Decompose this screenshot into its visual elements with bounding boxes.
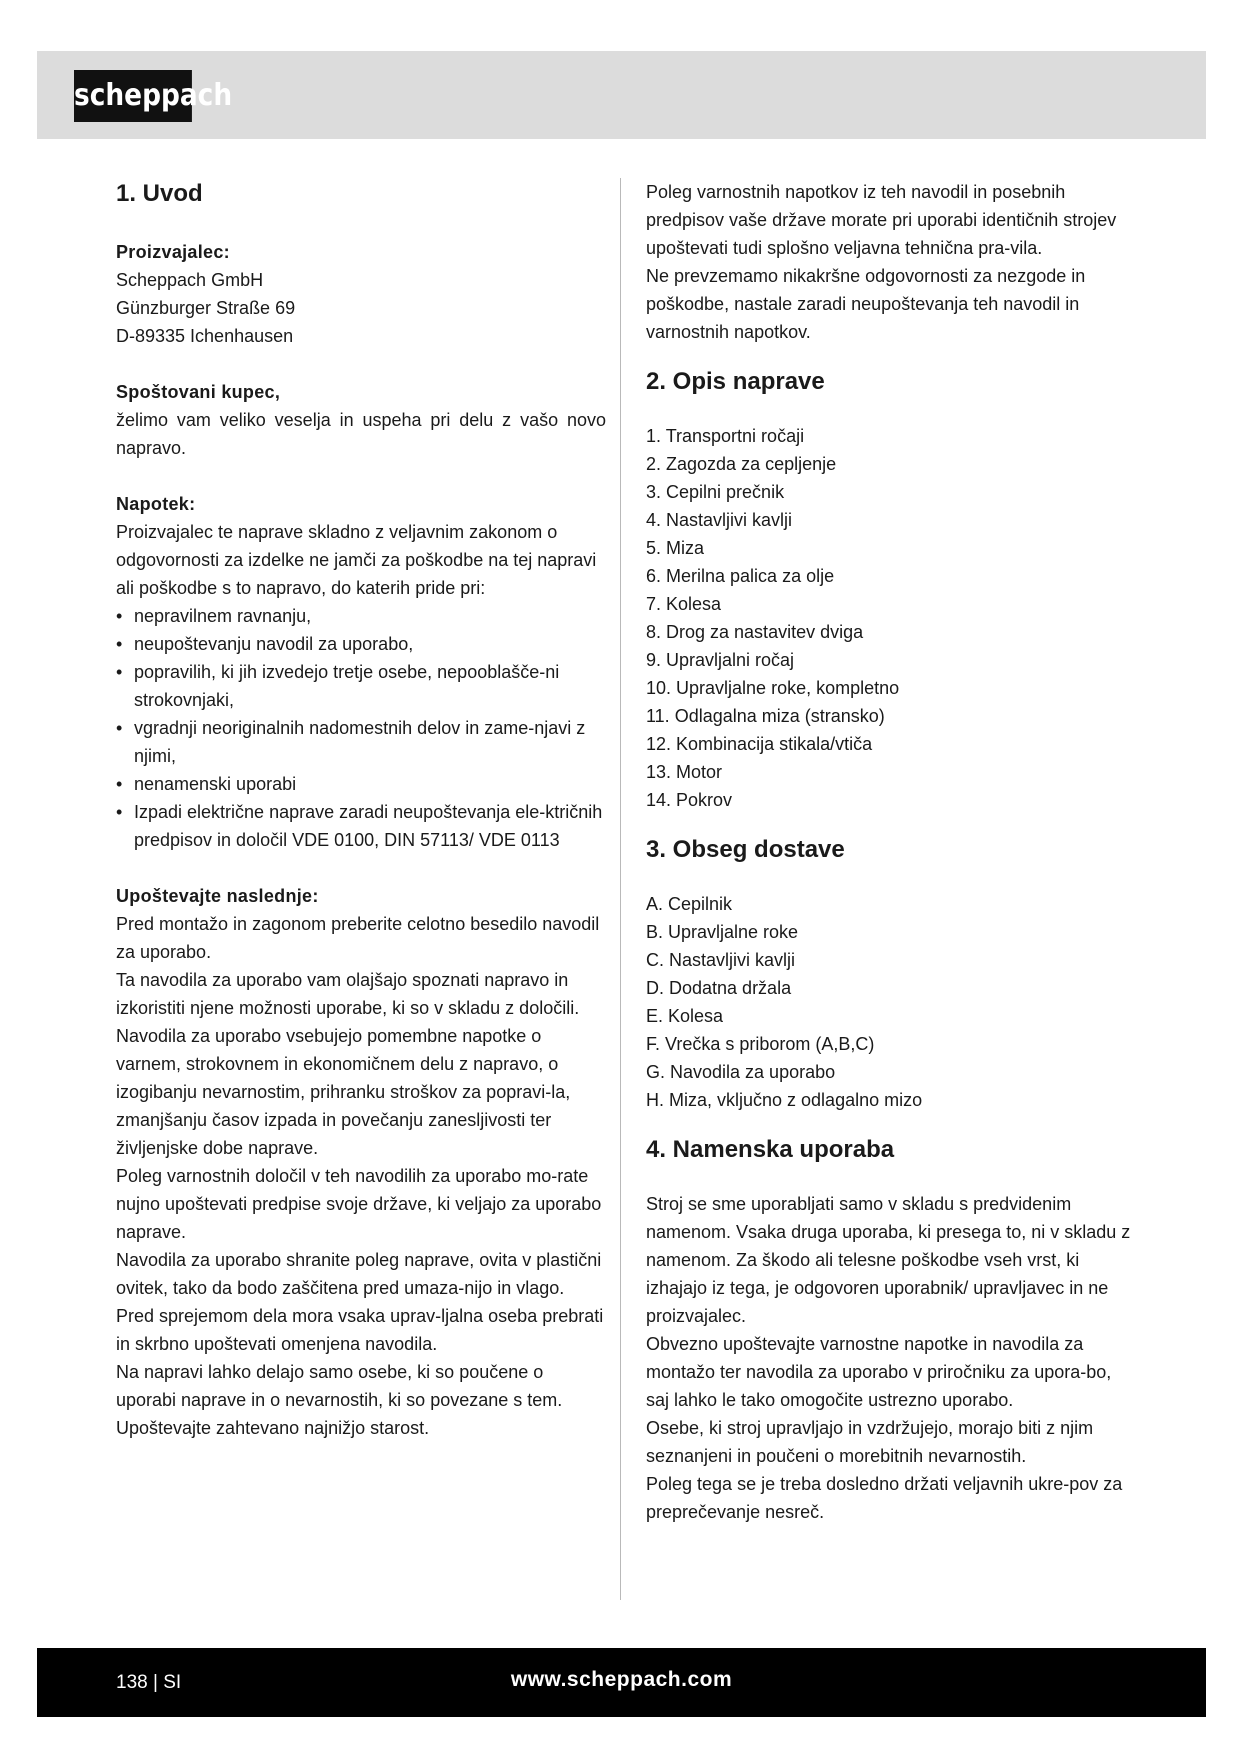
section-4-heading: 4. Namenska uporaba xyxy=(646,1136,895,1163)
delivery-item: B. Upravljalne roke xyxy=(646,922,799,942)
usage-paragraph: Stroj se sme uporabljati samo v skladu s predvidenim namenom. Vsaka druga uporaba, ki presega to, ni v skladu z namenom. Za škodo ali telesne poškodbe vseh vrst, ki izhajajo iz tega, je odgovoren uporabnik/ upravljavec in ne proizvajalec. xyxy=(646,1194,1131,1326)
usage-paragraph: Poleg tega se je treba dosledno držati veljavnih ukre-pov za preprečevanje nesreč. xyxy=(646,1474,1123,1522)
device-part-item: 11. Odlagalna miza (stransko) xyxy=(646,706,885,726)
observe-label: Upoštevajte naslednje: xyxy=(116,886,319,906)
delivery-item: D. Dodatna držala xyxy=(646,978,792,998)
observe-paragraph: Na napravi lahko delajo samo osebe, ki so poučene o uporabi naprave in o nevarnostih, ki so povezane s tem. Upoštevajte zahtevano najnižjo starost. xyxy=(116,1362,563,1438)
observe-paragraph: Navodila za uporabo vsebujejo pomembne napotke o varnem, strokovnem in ekonomičnem delu z napravo, o izogibanju nevarnostim, prihranku stroškov za popravi-la, zmanjšanju časov izpada in povečanju zanesljivosti ter življenjske dobe naprave. xyxy=(116,1026,571,1158)
device-part-item: 6. Merilna palica za olje xyxy=(646,566,835,586)
note-bullet: • popravilih, ki jih izvedejo tretje osebe, nepooblašče-ni strokovnjaki, xyxy=(116,658,606,714)
device-part-item: 4. Nastavljivi kavlji xyxy=(646,510,793,530)
device-part-item: 14. Pokrov xyxy=(646,790,733,810)
right-column xyxy=(646,178,1132,1526)
section-3-heading: 3. Obseg dostave xyxy=(646,836,845,863)
greeting-label: Spoštovani kupec, xyxy=(116,382,281,402)
note-bullet: • vgradnji neoriginalnih nadomestnih delov in zame-njavi z njimi, xyxy=(116,714,606,770)
note-label: Napotek: xyxy=(116,494,196,514)
manufacturer-line: D-89335 Ichenhausen xyxy=(116,326,294,346)
manufacturer-label: Proizvajalec: xyxy=(116,242,230,262)
left-column xyxy=(116,178,606,1442)
observe-paragraph: Ta navodila za uporabo vam olajšajo spoznati napravo in izkoristiti njene možnosti uporabe, ki so v skladu z določili. xyxy=(116,970,580,1018)
section-2-heading: 2. Opis naprave xyxy=(646,368,825,395)
device-part-item: 13. Motor xyxy=(646,762,723,782)
intro-paragraph: Ne prevzemamo nikakršne odgovornosti za nezgode in poškodbe, nastale zaradi neupoštevanja teh navodil in varnostnih napotkov. xyxy=(646,266,1086,342)
device-part-item: 12. Kombinacija stikala/vtiča xyxy=(646,734,873,754)
note-text: Proizvajalec te naprave skladno z veljavnim zakonom o odgovornosti za izdelke ne jamči za poškodbe na tej napravi ali poškodbe s to napravo, do katerih pride pri: xyxy=(116,522,597,598)
note-bullet: • Izpadi električne naprave zaradi neupoštevanja ele-ktričnih predpisov in določil VDE 0100, DIN 57113/ VDE 0113 xyxy=(116,798,606,854)
section-1-heading: 1. Uvod xyxy=(116,180,203,207)
delivery-item: A. Cepilnik xyxy=(646,894,733,914)
delivery-item: E. Kolesa xyxy=(646,1006,724,1026)
device-part-item: 8. Drog za nastavitev dviga xyxy=(646,622,864,642)
device-part-item: 1. Transportni ročaji xyxy=(646,426,805,446)
device-part-item: 3. Cepilni prečnik xyxy=(646,482,785,502)
device-part-item: 10. Upravljalne roke, kompletno xyxy=(646,678,900,698)
website-link[interactable]: www.scheppach.com xyxy=(510,1668,733,1691)
greeting-text: želimo vam veliko veselja in uspeha pri delu z vašo novo napravo. xyxy=(116,410,606,458)
device-part-item: 2. Zagozda za cepljenje xyxy=(646,454,837,474)
manufacturer-line: Scheppach GmbH xyxy=(116,270,264,290)
delivery-item: F. Vrečka s priborom (A,B,C) xyxy=(646,1034,875,1054)
device-part-item: 9. Upravljalni ročaj xyxy=(646,650,795,670)
page-footer xyxy=(37,1648,1206,1717)
usage-paragraph: Obvezno upoštevajte varnostne napotke in navodila za montažo ter navodila za uporabo v priročniku za upora-bo, saj lahko le tako omogočite ustrezno uporabo. xyxy=(646,1334,1112,1410)
observe-paragraph: Navodila za uporabo shranite poleg naprave, ovita v plastični ovitek, tako da bodo zaščitena pred umaza-nijo in vlago. Pred sprejemom dela mora vsaka uprav-ljalna oseba prebrati in skrbno upoštevati omenjena navodila. xyxy=(116,1250,604,1354)
observe-paragraph: Poleg varnostnih določil v teh navodilih za uporabo mo-rate nujno upoštevati predpise svoje države, ki veljajo za uporabo naprave. xyxy=(116,1166,602,1242)
column-divider xyxy=(620,178,621,1600)
intro-paragraph: Poleg varnostnih napotkov iz teh navodil in posebnih predpisov vaše države morate pri uporabi identičnih strojev upoštevati tudi splošno veljavna tehnična pra-vila. xyxy=(646,182,1117,258)
page-number: 138 | SI xyxy=(116,1672,182,1693)
delivery-item: G. Navodila za uporabo xyxy=(646,1062,836,1082)
note-bullet: • nepravilnem ravnanju, xyxy=(116,602,606,630)
usage-paragraph: Osebe, ki stroj upravljajo in vzdržujejo, morajo biti z njim seznanjeni in poučeni o morebitnih nevarnostih. xyxy=(646,1418,1094,1466)
observe-paragraph: Pred montažo in zagonom preberite celotno besedilo navodil za uporabo. xyxy=(116,914,600,962)
note-bullet: • neupoštevanju navodil za uporabo, xyxy=(116,630,606,658)
device-part-item: 5. Miza xyxy=(646,538,705,558)
page-header xyxy=(37,51,1206,139)
manufacturer-line: Günzburger Straße 69 xyxy=(116,298,296,318)
note-bullet: • nenamenski uporabi xyxy=(116,770,606,798)
delivery-item: H. Miza, vključno z odlagalno mizo xyxy=(646,1090,923,1110)
device-part-item: 7. Kolesa xyxy=(646,594,722,614)
delivery-item: C. Nastavljivi kavlji xyxy=(646,950,796,970)
scheppach-logo: scheppach xyxy=(74,70,192,122)
